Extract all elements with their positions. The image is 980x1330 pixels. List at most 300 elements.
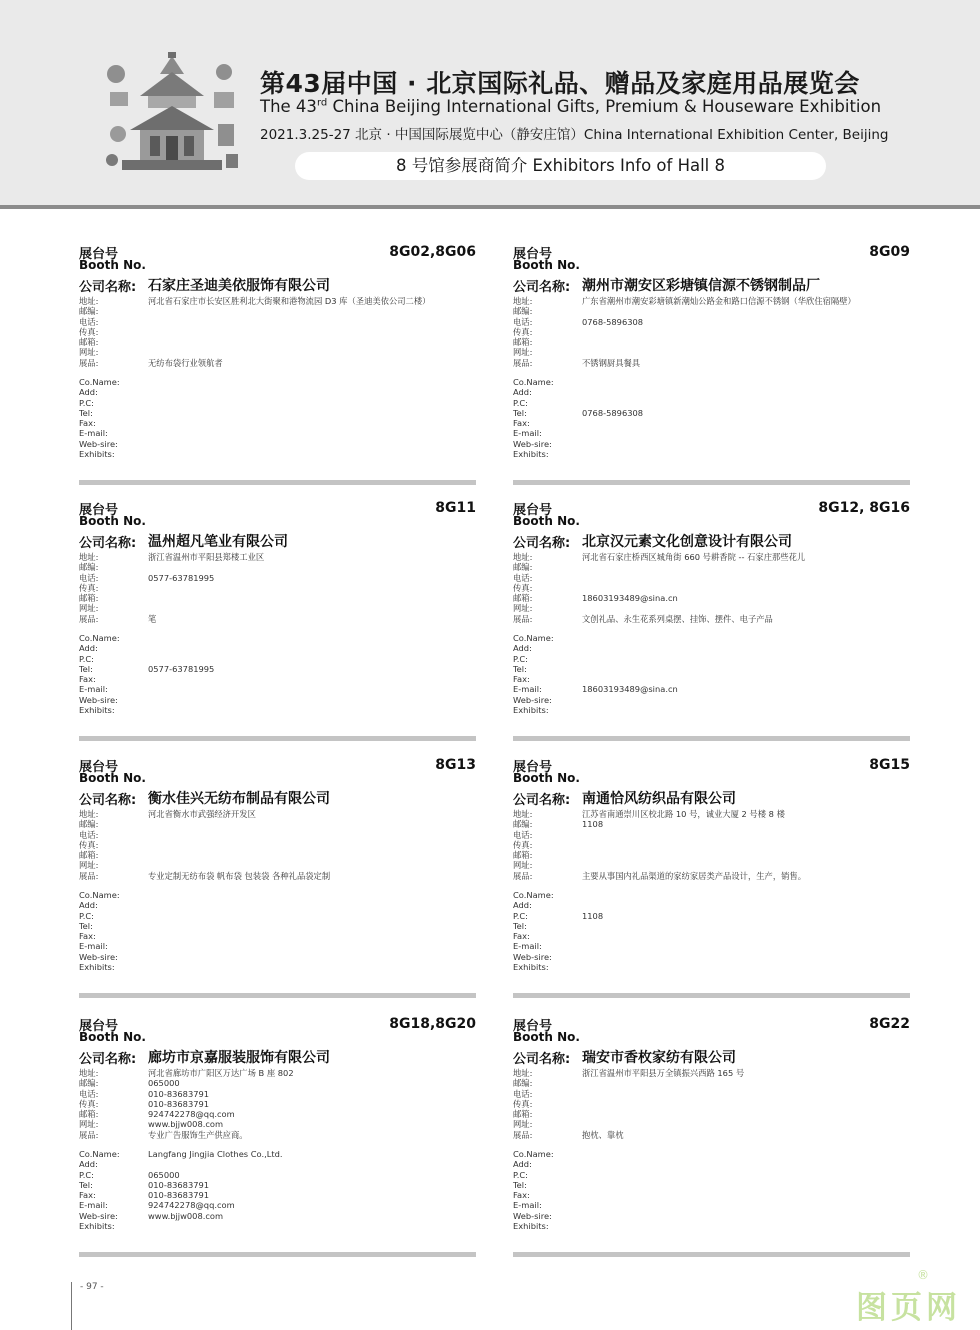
exhibitor-card (513, 1015, 910, 1265)
detail-label: 传真: (513, 326, 533, 337)
detail-row-co-name (513, 890, 910, 900)
booth-label-cn: 展台号 (79, 503, 119, 518)
detail-label: Web-sire: (79, 694, 118, 705)
detail-row-pc (513, 1170, 910, 1180)
detail-row-email (513, 850, 910, 860)
entry-divider (79, 1252, 476, 1257)
detail-value: 浙江省温州市平阳县郑楼工业区 (148, 552, 265, 562)
detail-value: 专业广告服饰生产供应商。 (148, 1129, 248, 1140)
detail-value: 不锈钢厨具餐具 (582, 357, 641, 368)
detail-label: Web-sire: (79, 1210, 118, 1221)
hall-label: 8 号馆参展商简介 Exhibitors Info of Hall 8 (295, 152, 826, 180)
detail-label: 地址: (79, 1068, 99, 1078)
detail-label: P.C: (79, 653, 94, 664)
detail-label: 展品: (79, 613, 99, 624)
booth-label-cn: 展台号 (79, 1019, 119, 1034)
detail-row-pc (513, 398, 910, 408)
detail-label: 网址: (513, 347, 533, 358)
detail-label: 网址: (513, 860, 533, 871)
contact-details-en (513, 377, 910, 459)
booth-number: 8G15 (869, 757, 910, 773)
booth-label-en: Booth No. (513, 514, 580, 528)
detail-label: P.C: (513, 397, 528, 408)
detail-value: 065000 (148, 1169, 180, 1180)
detail-label: 电话: (79, 829, 99, 840)
detail-row-website-en (79, 1211, 476, 1221)
booth-label-en: Booth No. (513, 258, 580, 272)
contact-details-cn (513, 296, 910, 368)
detail-label: 电话: (79, 572, 99, 583)
detail-label: 邮箱: (513, 850, 533, 861)
detail-label: Co.Name: (79, 633, 120, 643)
booth-number: 8G13 (435, 757, 476, 773)
page-header (0, 0, 980, 205)
detail-row-website (513, 1119, 910, 1129)
detail-row-email-en (513, 941, 910, 951)
contact-details-en (513, 1149, 910, 1231)
contact-details-cn (79, 296, 476, 368)
detail-label: 邮箱: (513, 337, 533, 348)
detail-value: 无纺布袋行业领航者 (148, 357, 223, 368)
detail-label: P.C: (79, 910, 94, 921)
detail-label: 展品: (513, 357, 533, 368)
exhibitor-card (79, 756, 476, 1006)
detail-row-exhibits (513, 871, 910, 881)
contact-details-cn (79, 1068, 476, 1140)
detail-label: 传真: (79, 839, 99, 850)
detail-value: 010-83683791 (148, 1098, 210, 1109)
detail-row-website (79, 1119, 476, 1129)
detail-row-exhibits (79, 358, 476, 368)
detail-row-pc (513, 911, 910, 921)
contact-details-cn (513, 552, 910, 624)
detail-label: Tel: (79, 663, 93, 674)
detail-label: 邮箱: (79, 850, 99, 861)
entry-divider (513, 480, 910, 485)
detail-label: Add: (79, 1159, 98, 1170)
detail-row-add (79, 387, 476, 397)
booth-label-cn: 展台号 (513, 247, 553, 262)
detail-label: 电话: (79, 316, 99, 327)
detail-label: 网址: (513, 1119, 533, 1130)
exhibitor-card (513, 756, 910, 1006)
company-label: 公司名称: (79, 280, 137, 295)
detail-label: Web-sire: (79, 951, 118, 962)
detail-row-add (79, 1159, 476, 1169)
detail-row-fax-en (513, 1190, 910, 1200)
detail-row-pc (513, 654, 910, 664)
detail-label: Fax: (79, 674, 96, 685)
detail-label: 网址: (79, 1119, 99, 1130)
entry-divider (513, 736, 910, 741)
detail-label: 邮编: (513, 306, 533, 317)
detail-row-email (79, 1109, 476, 1119)
detail-label: 邮编: (79, 819, 99, 830)
detail-row-fax (513, 583, 910, 593)
company-name: 石家庄圣迪美依服饰有限公司 (148, 278, 330, 294)
exhibition-title-cn: 第43届中国 · 北京国际礼品、赠品及家庭用品展览会 (260, 69, 860, 98)
contact-details-cn (513, 809, 910, 881)
detail-row-fax (513, 1099, 910, 1109)
detail-label: Tel: (79, 407, 93, 418)
booth-label-en: Booth No. (513, 1030, 580, 1044)
booth-label-cn: 展台号 (513, 1019, 553, 1034)
pagoda-gifts-logo-icon (102, 52, 242, 176)
detail-row-fax-en (79, 1190, 476, 1200)
detail-label: 邮编: (513, 1078, 533, 1089)
company-label: 公司名称: (79, 793, 137, 808)
detail-row-co-name (513, 377, 910, 387)
detail-row-address (513, 809, 910, 819)
detail-value: 0768-5896308 (582, 316, 644, 327)
detail-label: Exhibits: (513, 962, 549, 973)
detail-label: Exhibits: (79, 962, 115, 973)
contact-details-en (79, 1149, 476, 1231)
detail-value: 河北省廊坊市广阳区万达广场 B 座 802 (148, 1068, 294, 1078)
exhibitor-card (79, 243, 476, 493)
detail-label: Exhibits: (513, 449, 549, 460)
detail-row-co-name (513, 1149, 910, 1159)
detail-row-fax (513, 840, 910, 850)
detail-label: Exhibits: (513, 705, 549, 716)
detail-row-email (79, 337, 476, 347)
detail-row-website-en (79, 952, 476, 962)
detail-row-add (513, 900, 910, 910)
detail-label: Fax: (79, 1190, 96, 1201)
detail-label: Tel: (513, 1179, 527, 1190)
detail-value: 18603193489@sina.cn (582, 593, 678, 604)
detail-label: Add: (513, 643, 532, 654)
detail-value: 河北省石家庄市长安区胜利北大街聚和港物流园 D3 库（圣迪美依公司二楼） (148, 296, 431, 306)
booth-label-cn: 展台号 (513, 760, 553, 775)
exhibitor-card (79, 1015, 476, 1265)
detail-label: 邮编: (513, 562, 533, 573)
detail-label: 地址: (79, 552, 99, 562)
entry-divider (79, 736, 476, 741)
booth-label-en: Booth No. (513, 771, 580, 785)
detail-label: Fax: (513, 674, 530, 685)
detail-label: Add: (513, 1159, 532, 1170)
detail-label: 地址: (513, 296, 533, 306)
booth-label-cn: 展台号 (79, 760, 119, 775)
detail-row-tel (513, 921, 910, 931)
detail-label: 邮箱: (79, 593, 99, 604)
detail-value: 010-83683791 (148, 1088, 210, 1099)
detail-row-pc (79, 911, 476, 921)
detail-value: 010-83683791 (148, 1179, 210, 1190)
company-label: 公司名称: (79, 1052, 137, 1067)
detail-row-email-en (513, 1200, 910, 1210)
detail-label: 电话: (513, 1088, 533, 1099)
detail-label: Web-sire: (513, 438, 552, 449)
detail-value: 文创礼品、永生花系列桌摆、挂饰、摆件、电子产品 (582, 613, 773, 624)
detail-row-co-name (79, 1149, 476, 1159)
title-en-suffix: China Beijing International Gifts, Premium & Houseware Exhibition (327, 97, 882, 116)
detail-row-co-name (79, 377, 476, 387)
detail-value: 河北省衡水市武强经济开发区 (148, 809, 256, 819)
detail-row-fax (79, 327, 476, 337)
detail-row-email (513, 337, 910, 347)
detail-label: Exhibits: (79, 1221, 115, 1232)
detail-row-address (79, 809, 476, 819)
detail-label: 网址: (79, 860, 99, 871)
detail-label: 地址: (513, 1068, 533, 1078)
detail-value: 065000 (148, 1078, 180, 1089)
detail-row-website-en (513, 439, 910, 449)
company-name: 温州超凡笔业有限公司 (148, 534, 288, 550)
detail-value: 1108 (582, 910, 604, 921)
detail-label: E-mail: (513, 428, 542, 439)
contact-details-en (79, 890, 476, 972)
detail-label: 展品: (79, 357, 99, 368)
detail-row-address (79, 552, 476, 562)
detail-value: 010-83683791 (148, 1190, 210, 1201)
detail-label: 传真: (79, 582, 99, 593)
detail-label: P.C: (79, 1169, 94, 1180)
detail-label: E-mail: (79, 941, 108, 952)
detail-row-exhibits-en (79, 705, 476, 715)
booth-label-en: Booth No. (79, 771, 146, 785)
detail-row-fax (79, 840, 476, 850)
contact-details-en (79, 377, 476, 459)
booth-number: 8G11 (435, 500, 476, 516)
detail-label: Add: (79, 900, 98, 911)
detail-row-phone (513, 573, 910, 583)
detail-row-pc (79, 398, 476, 408)
detail-row-fax-en (79, 674, 476, 684)
detail-label: P.C: (513, 910, 528, 921)
detail-row-website (79, 860, 476, 870)
detail-label: Co.Name: (79, 890, 120, 900)
detail-row-fax (513, 327, 910, 337)
detail-value: 1108 (582, 819, 604, 830)
detail-row-email-en (79, 428, 476, 438)
detail-label: 电话: (513, 829, 533, 840)
company-name: 廊坊市京嘉服装服饰有限公司 (148, 1050, 330, 1066)
detail-row-email (513, 1109, 910, 1119)
detail-row-exhibits-en (79, 962, 476, 972)
detail-row-postcode (79, 562, 476, 572)
detail-row-add (79, 900, 476, 910)
detail-value: 抱枕、靠枕 (582, 1129, 624, 1140)
detail-row-tel (513, 1180, 910, 1190)
booth-number: 8G09 (869, 244, 910, 260)
detail-row-address (79, 296, 476, 306)
company-label: 公司名称: (513, 280, 571, 295)
detail-row-address (79, 1068, 476, 1078)
detail-row-website (79, 347, 476, 357)
detail-label: Web-sire: (513, 1210, 552, 1221)
detail-label: Add: (513, 387, 532, 398)
detail-row-website-en (79, 439, 476, 449)
detail-row-phone (79, 573, 476, 583)
detail-row-website (513, 603, 910, 613)
exhibitor-card (513, 499, 910, 749)
detail-label: 邮箱: (79, 1109, 99, 1120)
booth-label-en: Booth No. (79, 258, 146, 272)
detail-label: Fax: (79, 931, 96, 942)
company-name: 潮州市潮安区彩塘镇信源不锈钢制品厂 (582, 278, 820, 294)
detail-label: Exhibits: (79, 449, 115, 460)
detail-row-email (513, 593, 910, 603)
contact-details-cn (79, 552, 476, 624)
detail-label: Fax: (513, 931, 530, 942)
detail-value: 江苏省南通崇川区校北路 10 号，诚业大厦 2 号楼 8 楼 (582, 809, 785, 819)
detail-label: P.C: (513, 653, 528, 664)
exhibitor-card (79, 499, 476, 749)
detail-label: 电话: (513, 316, 533, 327)
detail-row-postcode (79, 819, 476, 829)
detail-row-postcode (513, 819, 910, 829)
detail-label: 展品: (513, 870, 533, 881)
detail-value: 924742278@qq.com (148, 1109, 235, 1120)
detail-label: Fax: (513, 1190, 530, 1201)
detail-row-phone (79, 1089, 476, 1099)
detail-label: 邮编: (79, 306, 99, 317)
detail-label: 传真: (79, 1098, 99, 1109)
detail-row-postcode (513, 562, 910, 572)
booth-label-cn: 展台号 (513, 503, 553, 518)
detail-row-pc (79, 1170, 476, 1180)
detail-row-tel (79, 921, 476, 931)
detail-label: 地址: (513, 809, 533, 819)
detail-label: 电话: (79, 1088, 99, 1099)
detail-label: Co.Name: (513, 633, 554, 643)
detail-row-phone (513, 830, 910, 840)
booth-number: 8G22 (869, 1016, 910, 1032)
detail-row-phone (79, 830, 476, 840)
detail-row-email-en (513, 684, 910, 694)
detail-label: Tel: (513, 407, 527, 418)
detail-value: Langfang Jingjia Clothes Co.,Ltd. (148, 1149, 283, 1159)
detail-label: Add: (79, 643, 98, 654)
exhibition-title-en (260, 97, 881, 116)
detail-row-phone (513, 1089, 910, 1099)
detail-row-add (513, 643, 910, 653)
detail-row-co-name (79, 890, 476, 900)
detail-label: 展品: (79, 870, 99, 881)
detail-label: 传真: (79, 326, 99, 337)
detail-label: E-mail: (513, 684, 542, 695)
detail-label: 地址: (79, 296, 99, 306)
detail-label: E-mail: (79, 428, 108, 439)
detail-row-phone (513, 317, 910, 327)
detail-label: 邮编: (79, 1078, 99, 1089)
detail-value: 924742278@qq.com (148, 1200, 235, 1211)
entry-divider (513, 1252, 910, 1257)
detail-label: 传真: (513, 582, 533, 593)
detail-value: 浙江省温州市平阳县万全镇振兴西路 165 号 (582, 1068, 745, 1078)
detail-row-email-en (79, 684, 476, 694)
contact-details-en (513, 633, 910, 715)
detail-label: 邮编: (513, 819, 533, 830)
contact-details-en (79, 633, 476, 715)
company-name: 瑞安市香枚家纺有限公司 (582, 1050, 736, 1066)
detail-label: Exhibits: (513, 1221, 549, 1232)
detail-row-address (513, 552, 910, 562)
detail-row-tel (513, 408, 910, 418)
detail-row-exhibits-en (79, 1221, 476, 1231)
detail-label: 地址: (79, 809, 99, 819)
detail-label: E-mail: (79, 684, 108, 695)
company-name: 南通恰风纺织品有限公司 (582, 791, 736, 807)
detail-row-fax-en (513, 418, 910, 428)
detail-label: Web-sire: (79, 438, 118, 449)
detail-label: Add: (513, 900, 532, 911)
detail-value: 笔 (148, 613, 157, 624)
detail-row-tel (79, 1180, 476, 1190)
detail-label: 网址: (79, 347, 99, 358)
detail-row-website-en (513, 952, 910, 962)
detail-label: 展品: (79, 1129, 99, 1140)
detail-row-email (79, 850, 476, 860)
detail-row-website-en (513, 695, 910, 705)
booth-number: 8G12, 8G16 (818, 500, 910, 516)
entry-divider (513, 993, 910, 998)
detail-value: 专业定制无纺布袋 帆布袋 包装袋 各种礼品袋定制 (148, 870, 331, 881)
detail-row-add (513, 1159, 910, 1169)
detail-label: 传真: (513, 1098, 533, 1109)
detail-value: 18603193489@sina.cn (582, 684, 678, 695)
detail-row-fax-en (513, 931, 910, 941)
detail-label: 邮箱: (513, 1109, 533, 1120)
detail-row-postcode (513, 306, 910, 316)
detail-label: E-mail: (513, 941, 542, 952)
watermark-registered-mark: ® (917, 1268, 929, 1282)
detail-label: Co.Name: (513, 377, 554, 387)
detail-label: P.C: (513, 1169, 528, 1180)
detail-row-postcode (513, 1078, 910, 1088)
detail-row-fax-en (79, 931, 476, 941)
detail-label: Co.Name: (79, 1149, 120, 1159)
detail-label: 地址: (513, 552, 533, 562)
detail-row-address (513, 296, 910, 306)
detail-row-phone (79, 317, 476, 327)
detail-label: Add: (79, 387, 98, 398)
detail-label: Tel: (513, 920, 527, 931)
header-divider (0, 205, 980, 209)
entry-divider (79, 480, 476, 485)
booth-label-en: Booth No. (79, 514, 146, 528)
company-label: 公司名称: (513, 1052, 571, 1067)
detail-row-tel (79, 664, 476, 674)
watermark-logo: 图页网 (856, 1290, 961, 1326)
detail-row-website-en (79, 695, 476, 705)
detail-row-co-name (513, 633, 910, 643)
detail-label: 网址: (79, 603, 99, 614)
detail-row-fax (79, 1099, 476, 1109)
detail-label: 传真: (513, 839, 533, 850)
detail-row-exhibits-en (513, 962, 910, 972)
detail-label: 展品: (513, 613, 533, 624)
detail-value: 河北省石家庄桥西区城角街 660 号耕香院 -- 石家庄那些花儿 (582, 552, 806, 562)
detail-row-exhibits-en (79, 449, 476, 459)
detail-value: www.bjjw008.com (148, 1210, 224, 1221)
detail-value: 主要从事国内礼品渠道的家纺家居类产品设计，生产，销售。 (582, 870, 807, 881)
contact-details-cn (79, 809, 476, 881)
contact-details-cn (513, 1068, 910, 1140)
detail-row-exhibits (79, 871, 476, 881)
title-en-ordinal: rd (316, 97, 328, 109)
detail-label: Fax: (513, 418, 530, 429)
detail-row-email (79, 593, 476, 603)
company-name: 北京汉元素文化创意设计有限公司 (582, 534, 792, 550)
detail-row-website (513, 347, 910, 357)
exhibition-date-venue: 2021.3.25-27 北京 · 中国国际展览中心（静安庄馆）China International Exhibition Center, Beijing (260, 127, 889, 143)
detail-row-pc (79, 654, 476, 664)
detail-row-add (513, 387, 910, 397)
detail-row-email-en (79, 1200, 476, 1210)
